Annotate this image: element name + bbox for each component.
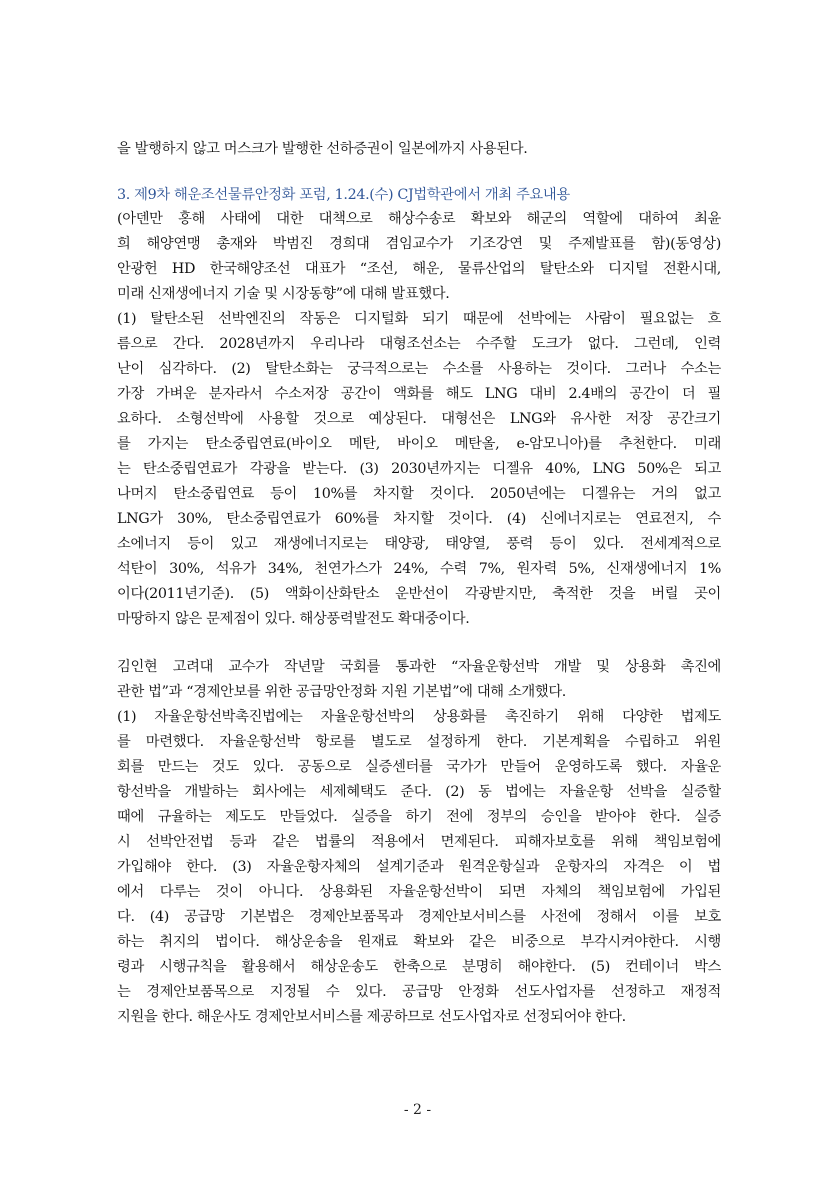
paragraph-line: 안광헌 HD 한국해양조선 대표가 “조선, 해운, 물류산업의 탈탄소와 디지털 전환시대,	[117, 261, 721, 277]
paragraph-line: 희 해양연맹 총재와 박범진 경희대 겸임교수가 기조강연 및 주제발표를 함)(동영상)	[117, 236, 721, 252]
paragraph-line: 름으로 간다. 2028년까지 우리나라 대형조선소는 수주할 도크가 없다. 그런데, 인력	[117, 336, 721, 352]
paragraph-line: (1) 탈탄소된 선박엔진의 작동은 디지털화 되기 때문에 선박에는 사람이 필요없는 흐	[117, 311, 721, 327]
paragraph-line: 에서 다루는 것이 아니다. 상용화된 자율운항선박이 되면 자체의 책임보험에 가입된	[117, 884, 721, 900]
paragraph-line: (아덴만 홍해 사태에 대한 대책으로 해상수송로 확보와 해군의 역할에 대하여 최윤	[117, 211, 721, 227]
paragraph-line: 는 탄소중립연료가 각광을 받는다. (3) 2030년까지는 디젤유 40%, LNG 50%은 되고	[117, 461, 721, 477]
paragraph-line: 회를 만드는 것도 있다. 공동으로 실증센터를 국가가 만들어 운영하도록 했다. 자율운	[117, 759, 721, 775]
paragraph-line: 석탄이 30%, 석유가 34%, 천연가스가 24%, 수력 7%, 원자력 5%, 신재생에너지 1%	[117, 561, 721, 577]
paragraph-line: 김인현 고려대 교수가 작년말 국회를 통과한 “자율운항선박 개발 및 상용화 촉진에	[117, 659, 721, 675]
paragraph-line: 항선박을 개발하는 회사에는 세제혜택도 준다. (2) 동 법에는 자율운항 선박을 실증할	[117, 784, 721, 800]
paragraph-line: 을 발행하지 않고 머스크가 발행한 선하증권이 일본에까지 사용된다.	[117, 141, 528, 157]
paragraph-line: 지원을 한다. 해운사도 경제안보서비스를 제공하므로 선도사업자로 선정되어야 한다.	[117, 1009, 626, 1025]
paragraph-line: 때에 규율하는 제도도 만들었다. 실증을 하기 전에 정부의 승인을 받아야 한다. 실증	[117, 809, 721, 825]
paragraph-line: 요하다. 소형선박에 사용할 것으로 예상된다. 대형선은 LNG와 유사한 저장 공간크기	[117, 411, 721, 427]
paragraph-line: 다. (4) 공급망 기본법은 경제안보품목과 경제안보서비스를 사전에 정해서 이를 보호	[117, 909, 721, 925]
paragraph-line: 마땅하지 않은 문제점이 있다. 해상풍력발전도 확대중이다.	[117, 611, 470, 627]
paragraph-line: 나머지 탄소중립연료 등이 10%를 차지할 것이다. 2050년에는 디젤유는 거의 없고	[117, 486, 721, 502]
paragraph-line: 는 경제안보품목으로 지정될 수 있다. 공급망 안정화 선도사업자를 선정하고 재정적	[117, 984, 721, 1000]
paragraph-line: 가장 가벼운 분자라서 수소저장 공간이 액화를 해도 LNG 대비 2.4배의 공간이 더 필	[117, 386, 721, 402]
paragraph-line: 령과 시행규칙을 활용해서 해상운송도 한축으로 분명히 해야한다. (5) 컨테이너 박스	[117, 959, 721, 975]
paragraph-line: 를 마련했다. 자율운항선박 항로를 별도로 설정하게 한다. 기본계획을 수립하고 위원	[117, 734, 721, 750]
page-number: - 2 -	[403, 1102, 432, 1118]
paragraph-line: LNG가 30%, 탄소중립연료가 60%를 차지할 것이다. (4) 신에너지로는 연료전지, 수	[117, 511, 721, 527]
paragraph-line: 미래 신재생에너지 기술 및 시장동향”에 대해 발표했다.	[117, 286, 450, 302]
paragraph-line: 시 선박안전법 등과 같은 법률의 적용에서 면제된다. 피해자보호를 위해 책임보험에	[117, 834, 721, 850]
paragraph-line: 가입해야 한다. (3) 자율운항자체의 설계기준과 원격운항실과 운항자의 자격은 이 법	[117, 859, 721, 875]
paragraph-line: 이다(2011년기준). (5) 액화이산화탄소 운반선이 각광받지만, 축적한 것을 버릴 곳이	[117, 586, 721, 602]
paragraph-line: (1) 자율운항선박촉진법에는 자율운항선박의 상용화를 촉진하기 위해 다양한 법제도	[117, 709, 721, 725]
paragraph-line: 하는 취지의 법이다. 해상운송을 원재료 확보와 같은 비중으로 부각시켜야한다. 시행	[117, 934, 721, 950]
paragraph-line: 난이 심각하다. (2) 탈탄소화는 궁극적으로는 수소를 사용하는 것이다. 그러나 수소는	[117, 361, 721, 377]
paragraph-line: 를 가지는 탄소중립연료(바이오 메탄, 바이오 메탄올, e-암모니아)를 추천한다. 미래	[117, 436, 721, 452]
section-heading: 3. 제9차 해운조선물류안정화 포럼, 1.24.(수) CJ법학관에서 개최 주요내용	[117, 187, 570, 203]
paragraph-line: 관한 법”과 “경제안보를 위한 공급망안정화 지원 기본법”에 대해 소개했다.	[117, 684, 566, 700]
paragraph-line: 소에너지 등이 있고 재생에너지로는 태양광, 태양열, 풍력 등이 있다. 전세계적으로	[117, 536, 721, 552]
